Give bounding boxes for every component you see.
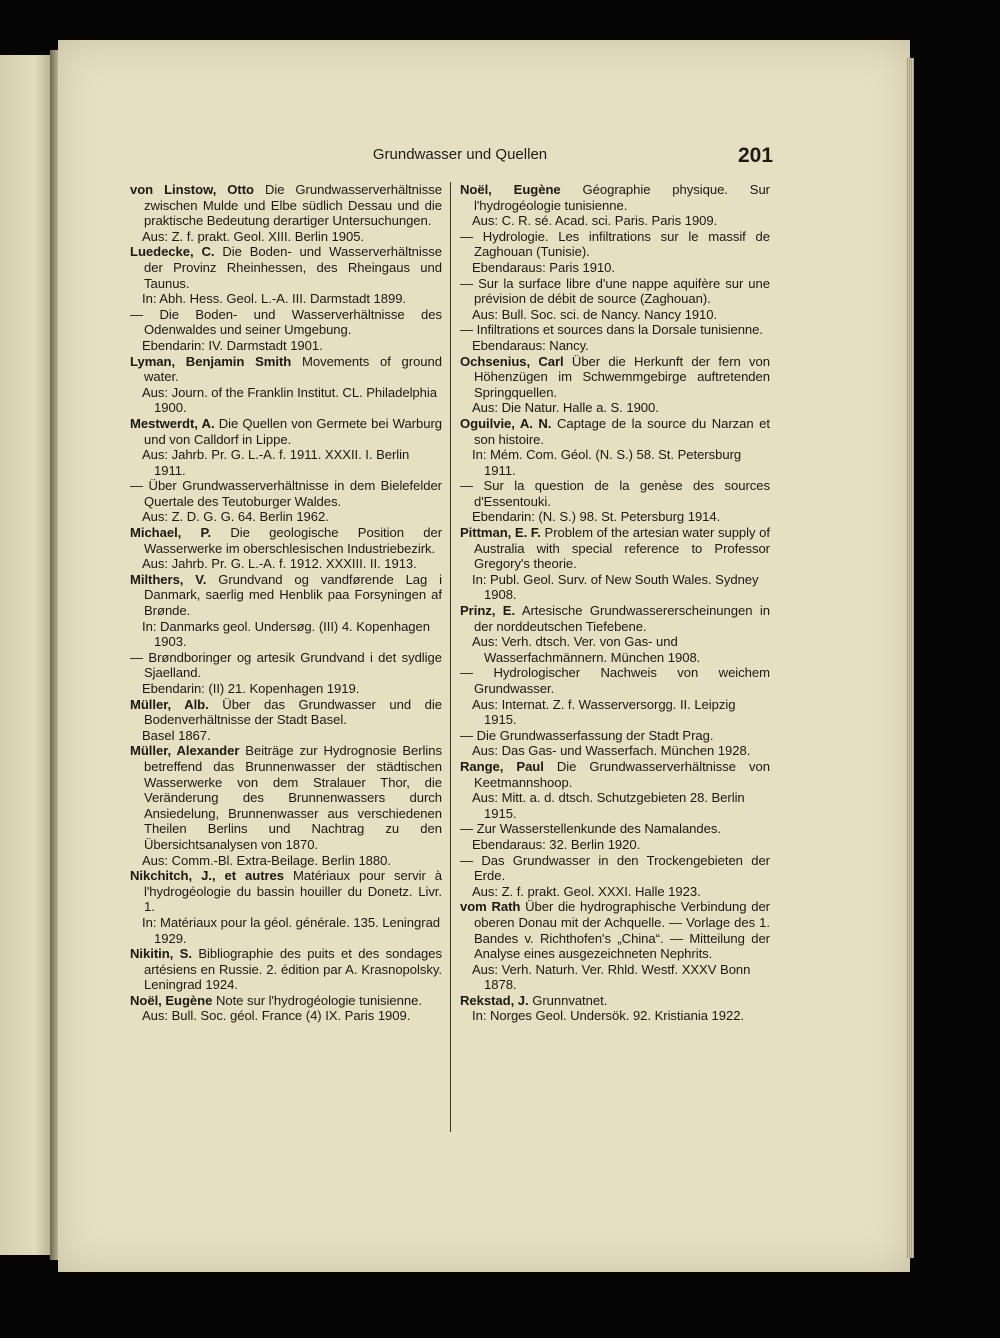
bibliography-entry bbox=[460, 759, 770, 821]
bibliography-entry bbox=[130, 354, 442, 416]
entry-main bbox=[130, 478, 442, 509]
bibliography-entry bbox=[460, 478, 770, 525]
entry-author: von Linstow, Otto bbox=[130, 182, 254, 197]
entry-main bbox=[130, 572, 442, 619]
entry-source: Basel 1867. bbox=[142, 727, 211, 743]
entry-source: Ebendarin: (N. S.) 98. St. Petersburg 1914. bbox=[472, 509, 721, 525]
entry-main bbox=[130, 182, 442, 229]
entry-author: Michael, P. bbox=[130, 525, 212, 541]
entry-author: Lyman, Benjamin Smith bbox=[130, 353, 292, 369]
entry-title: Captage de la source du Narzan et son histoire. bbox=[474, 415, 770, 447]
entry-main bbox=[130, 650, 442, 681]
entry-source: Aus: Verh. dtsch. Ver. von Gas- und Wasserfachmännern. München 1908. bbox=[472, 634, 701, 665]
entry-source: Aus: Mitt. a. d. dtsch. Schutzgebieten 28. Berlin 1915. bbox=[472, 790, 745, 821]
running-head: Grundwasser und Quellen bbox=[372, 146, 548, 163]
entry-main bbox=[460, 229, 770, 260]
entry-main bbox=[460, 759, 770, 790]
entry-title: — Sur la question de la genèse des sources d'Essentouki. bbox=[460, 478, 770, 509]
entry-title: — Hydrologischer Nachweis von weichem Grundwasser. bbox=[460, 665, 770, 696]
entry-author: Noël, Eugène bbox=[460, 182, 561, 197]
bibliography-entry bbox=[130, 697, 442, 744]
bibliography-entry bbox=[130, 416, 442, 478]
column-rule bbox=[450, 182, 451, 1132]
bibliography-entry bbox=[130, 743, 442, 868]
entry-main bbox=[130, 697, 442, 728]
bibliography-entry bbox=[460, 182, 770, 229]
entry-author: Nikchitch, J., et autres bbox=[130, 868, 285, 884]
entry-title: — Über Grundwasserverhältnisse in dem Bielefelder Quertale des Teutoburger Waldes. bbox=[130, 478, 442, 509]
entry-author: Oguilvie, A. N. bbox=[460, 415, 552, 431]
entry-title: Grunnvatnet. bbox=[532, 992, 608, 1008]
entry-title: Grundvand og vandførende Lag i Danmark, saerlig med Henblik paa Forsyningen af Brønde. bbox=[144, 571, 442, 619]
entry-main bbox=[130, 354, 442, 385]
entry-author: Prinz, E. bbox=[460, 603, 516, 619]
entry-title: Note sur l'hydrogéologie tunisienne. bbox=[215, 992, 422, 1008]
left-column bbox=[130, 182, 442, 1024]
facing-page-edge bbox=[0, 55, 50, 1255]
entry-source: In: Publ. Geol. Surv. of New South Wales. Sydney 1908. bbox=[472, 571, 759, 603]
entry-title: — Die Boden- und Wasserverhältnisse des Odenwaldes und seiner Umgebung. bbox=[130, 306, 442, 338]
entry-title: Die Boden- und Wasserverhältnisse der Provinz Rheinhessen, des Rheingaus und Taunus. bbox=[144, 244, 442, 291]
bibliography-entry bbox=[130, 572, 442, 650]
bibliography-entry bbox=[460, 603, 770, 665]
entry-title: Beiträge zur Hydrognosie Berlins betreffend das Brunnenwasser der städtischen Wasserwerke von dem Stralauer Thor, die Veränderung des Brunnenwassers durch Ansiedelung, Brunnenwasser aus verschiedenen Theilen Berlins und Nachtrag zu den Übersichtsanalysen von 1870. bbox=[144, 743, 442, 852]
page-stack-edge bbox=[906, 58, 914, 1258]
entry-source: In: Mém. Com. Géol. (N. S.) 58. St. Petersburg 1911. bbox=[472, 447, 742, 478]
entry-author: Milthers, V. bbox=[130, 571, 207, 587]
entry-main bbox=[130, 307, 442, 338]
entry-source: Aus: Z. f. prakt. Geol. XXXI. Halle 1923. bbox=[472, 883, 701, 899]
entry-source: In: Danmarks geol. Undersøg. (III) 4. Kopenhagen 1903. bbox=[142, 618, 430, 650]
entry-source: Aus: Die Natur. Halle a. S. 1900. bbox=[472, 400, 659, 416]
entry-source: Aus: Comm.-Bl. Extra-Beilage. Berlin 1880. bbox=[142, 852, 391, 868]
bibliography-entry bbox=[460, 899, 770, 993]
entry-main bbox=[130, 868, 442, 915]
entry-source: Aus: Bull. Soc. sci. de Nancy. Nancy 1910. bbox=[472, 306, 718, 322]
right-column bbox=[460, 182, 770, 1024]
entry-main bbox=[460, 276, 770, 307]
entry-author: Müller, Alb. bbox=[130, 696, 209, 712]
entry-source: Aus: Internat. Z. f. Wasserversorgg. II. Leipzig 1915. bbox=[472, 696, 736, 728]
entry-main bbox=[460, 182, 770, 213]
entry-title: Matériaux pour servir à l'hydrogéologie du bassin houiller du Donetz. Livr. 1. bbox=[144, 868, 442, 915]
entry-title: Bibliographie des puits et des sondages artésiens en Russie. 2. édition par A. Krasnopolsky. Leningrad 1924. bbox=[144, 946, 443, 993]
entry-title: Über die Herkunft der fern von Höhenzügen im Schwemmgebirge auftretenden Springquellen. bbox=[474, 353, 770, 400]
entry-title: Géographie physique. Sur l'hydrogéologie tunisienne. bbox=[474, 182, 770, 213]
entry-main bbox=[130, 946, 442, 993]
entry-title: Problem of the artesian water supply of Australia with special reference to Professor Gregory's theorie. bbox=[474, 525, 770, 572]
entry-title: — Hydrologie. Les infiltrations sur le massif de Zaghouan (Tunisie). bbox=[460, 228, 770, 260]
entry-main bbox=[130, 743, 442, 852]
entry-main bbox=[130, 993, 442, 1009]
entry-author: Mestwerdt, A. bbox=[130, 415, 215, 431]
entry-author: Nikitin, S. bbox=[130, 946, 192, 962]
entry-title: — Infiltrations et sources dans la Dorsale tunisienne. bbox=[460, 322, 763, 338]
entry-main bbox=[460, 821, 770, 837]
entry-source: Aus: Journ. of the Franklin Institut. CL. Philadelphia 1900. bbox=[142, 384, 437, 416]
entry-source: Ebendaraus: Nancy. bbox=[472, 337, 589, 353]
entry-source: Aus: C. R. sé. Acad. sci. Paris. Paris 1909. bbox=[472, 213, 718, 229]
bibliography-entry bbox=[460, 728, 770, 759]
bibliography-entry bbox=[460, 853, 770, 900]
entry-main bbox=[460, 665, 770, 696]
entry-title: Die geologische Position der Wasserwerke im oberschlesischen Industriebezirk. bbox=[144, 525, 443, 556]
page-number: 201 bbox=[738, 144, 774, 167]
entry-author: Pittman, E. F. bbox=[460, 525, 541, 541]
bibliography-entry bbox=[460, 821, 770, 852]
entry-title: Über das Grundwasser und die Bodenverhältnisse der Stadt Basel. bbox=[144, 696, 442, 728]
entry-title: Über die hydrographische Verbindung der oberen Donau mit der Achquelle. — Vorlage des 1. Bandes v. Richthofen's „China“. — Mitteilung der Analyse eines ausgezeichneten Nephrits. bbox=[474, 899, 770, 962]
bibliography-entry bbox=[130, 478, 442, 525]
bibliography-entry bbox=[130, 946, 442, 993]
entry-main bbox=[460, 525, 770, 572]
entry-author: Noël, Eugène bbox=[130, 992, 213, 1008]
entry-title: — Brøndboringer og artesik Grundvand i det sydlige Sjaelland. bbox=[130, 649, 442, 681]
entry-source: In: Matériaux pour la géol. générale. 135. Leningrad 1929. bbox=[142, 914, 441, 946]
bibliography-entry bbox=[130, 244, 442, 306]
entry-main bbox=[460, 603, 770, 634]
entry-title: — Sur la surface libre d'une nappe aquifère sur une prévision de débit de source (Zaghouan). bbox=[460, 275, 770, 307]
entry-main bbox=[460, 728, 770, 744]
entry-main bbox=[460, 993, 770, 1009]
entry-author: Ochsenius, Carl bbox=[460, 353, 564, 369]
entry-main bbox=[130, 525, 442, 556]
bibliography-entry bbox=[460, 229, 770, 276]
bibliography-entry bbox=[460, 354, 770, 416]
entry-main bbox=[460, 478, 770, 509]
entry-author: Müller, Alexander bbox=[130, 743, 240, 759]
bibliography-entry bbox=[460, 993, 770, 1024]
entry-title: Die Grundwasserverhältnisse von Keetmannshoop. bbox=[474, 758, 770, 790]
entry-main bbox=[130, 416, 442, 447]
entry-source: In: Abh. Hess. Geol. L.-A. III. Darmstadt 1899. bbox=[142, 291, 407, 307]
entry-title: Die Grundwasserverhältnisse zwischen Mulde und Elbe südlich Dessau und die praktische Bedeutung derartiger Untersuchungen. bbox=[144, 182, 442, 229]
entry-author: Rekstad, J. bbox=[460, 992, 529, 1008]
bibliography-entry bbox=[460, 276, 770, 323]
entry-title: Die Quellen von Germete bei Warburg und von Calldorf in Lippe. bbox=[144, 415, 442, 447]
entry-source: Aus: Z. f. prakt. Geol. XIII. Berlin 1905. bbox=[142, 228, 365, 244]
entry-author: Range, Paul bbox=[460, 758, 544, 774]
entry-main bbox=[460, 354, 770, 401]
entry-main bbox=[460, 899, 770, 961]
bibliography-entry bbox=[130, 307, 442, 354]
bibliography-entry bbox=[460, 416, 770, 478]
entry-title: Movements of ground water. bbox=[144, 353, 443, 385]
entry-main bbox=[460, 853, 770, 884]
bibliography-entry bbox=[460, 665, 770, 727]
bibliography-entry bbox=[130, 993, 442, 1024]
entry-source: Aus: Jahrb. Pr. G. L.-A. f. 1912. XXXIII. II. 1913. bbox=[142, 556, 417, 572]
entry-source: Ebendarin: IV. Darmstadt 1901. bbox=[142, 337, 323, 353]
entry-title: — Die Grundwasserfassung der Stadt Prag. bbox=[460, 727, 714, 743]
bibliography-entry bbox=[130, 868, 442, 946]
entry-source: Aus: Verh. Naturh. Ver. Rhld. Westf. XXXV Bonn 1878. bbox=[472, 961, 751, 993]
entry-main bbox=[460, 322, 770, 338]
entry-author: vom Rath bbox=[460, 899, 521, 915]
entry-source: In: Norges Geol. Undersök. 92. Kristiania 1922. bbox=[472, 1008, 745, 1024]
entry-author: Luedecke, C. bbox=[130, 244, 215, 260]
entry-title: — Zur Wasserstellenkunde des Namalandes. bbox=[460, 821, 721, 837]
bibliography-entry bbox=[460, 525, 770, 603]
entry-source: Aus: Jahrb. Pr. G. L.-A. f. 1911. XXXII. I. Berlin 1911. bbox=[142, 447, 410, 478]
bibliography-entry bbox=[130, 650, 442, 697]
entry-title: Artesische Grundwassererscheinungen in der norddeutschen Tiefebene. bbox=[474, 603, 770, 634]
bibliography-entry bbox=[130, 182, 442, 244]
entry-source: Aus: Bull. Soc. géol. France (4) IX. Paris 1909. bbox=[142, 1008, 411, 1024]
entry-source: Aus: Z. D. G. G. 64. Berlin 1962. bbox=[142, 509, 329, 525]
entry-main bbox=[460, 416, 770, 447]
entry-main bbox=[130, 244, 442, 291]
entry-source: Ebendarin: (II) 21. Kopenhagen 1919. bbox=[142, 681, 360, 696]
bibliography-entry bbox=[460, 322, 770, 353]
entry-source: Ebendaraus: 32. Berlin 1920. bbox=[472, 836, 641, 852]
bibliography-entry bbox=[130, 525, 442, 572]
entry-source: Aus: Das Gas- und Wasserfach. München 1928. bbox=[472, 743, 751, 759]
entry-source: Ebendaraus: Paris 1910. bbox=[472, 259, 615, 275]
entry-title: — Das Grundwasser in den Trockengebieten der Erde. bbox=[460, 852, 770, 884]
